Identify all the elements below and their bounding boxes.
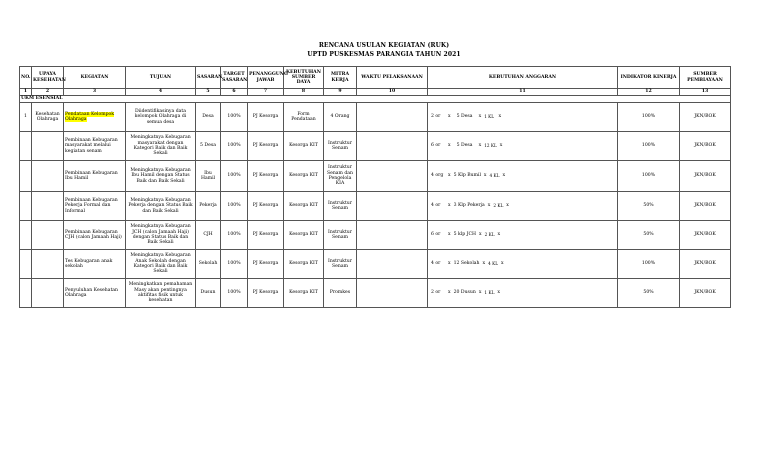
cell-mitra: Promkes: [324, 279, 357, 308]
budget-volume: 5 klp JCH: [453, 232, 476, 238]
budget-x: x: [498, 114, 502, 120]
cell-sumber-daya: Kesorga KIT: [284, 279, 324, 308]
cell-sumber-daya: Kesorga KIT: [284, 192, 324, 221]
budget-x: x: [483, 173, 487, 179]
cell-target: 100%: [221, 279, 248, 308]
budget-item: 6 or: [431, 143, 441, 149]
cell-sasaran: Desa: [196, 103, 221, 132]
col-number: 11: [428, 89, 618, 96]
cell-tujuan: Meningkatkan pemahaman Masy akan pentingnya aktifitas fisik untuk kesehatan: [126, 279, 196, 308]
header-upaya: UPAYA KESEHATAN: [32, 67, 64, 89]
cell-mitra: Instruktur Senam: [324, 250, 357, 279]
header-pembiayaan: SUMBER PEMBIAYAAN: [680, 67, 731, 89]
cell-pj: PJ Kesorga: [248, 250, 284, 279]
budget-item: 2 or: [431, 290, 441, 296]
budget-x: x: [448, 114, 451, 120]
budget-x: x: [501, 261, 504, 267]
cell-no: 1: [20, 103, 32, 132]
budget-x: x: [478, 290, 482, 296]
budget-x: x: [487, 203, 491, 209]
cell-target: 100%: [221, 192, 248, 221]
kegiatan-text: Pembinaan Kebugaran Ibu Hamil: [65, 170, 118, 181]
table-row: [20, 132, 731, 161]
cell-upaya: [32, 132, 64, 161]
kegiatan-text: Pembinaan Kebugaran masyarakat melalui kegiatan senam: [65, 138, 118, 154]
budget-unit: [484, 115, 495, 119]
cell-pembiayaan: JKN/BOK: [680, 279, 731, 308]
header-no: NO.: [20, 67, 32, 89]
cell-anggaran: [428, 279, 618, 308]
budget-volume: 5 Klp Bumil: [453, 173, 481, 179]
cell-sumber-daya: Kesorga KIT: [284, 221, 324, 250]
budget-unit-bottom: KL: [492, 261, 499, 267]
cell-sumber-daya: Form Pendataan: [284, 103, 324, 132]
cell-pembiayaan: JKN/BOK: [680, 161, 731, 192]
cell-mitra: Instruktur Senam: [324, 132, 357, 161]
cell-sasaran: Ibu Hamil: [196, 161, 221, 192]
budget-unit-bottom: KL: [493, 173, 500, 179]
header-sasaran: SASARAN: [196, 67, 221, 89]
cell-sumber-daya: Kesorga KIT: [284, 250, 324, 279]
cell-pembiayaan: JKN/BOK: [680, 250, 731, 279]
budget-unit-top: 4: [488, 261, 491, 267]
cell-sasaran: CJH: [196, 221, 221, 250]
cell-tujuan: Meningkatnya Kebugaran Pekerja dengan Status Baik dan Baik Sekali: [126, 192, 196, 221]
ruk-table: [19, 66, 731, 308]
cell-kegiatan: [64, 103, 126, 132]
cell-anggaran: [428, 192, 618, 221]
cell-kegiatan: [64, 192, 126, 221]
cell-waktu: [357, 221, 428, 250]
col-number: 7: [248, 89, 284, 96]
header-row: [20, 67, 731, 89]
col-number: 4: [126, 89, 196, 96]
section-label: UKM ESENSIAL: [20, 96, 731, 103]
cell-tujuan: Meningkatnya Kebugaran Ibu Hamil dengan Status Baik dan Baik Sekali: [126, 161, 196, 192]
budget-volume: 5 Desa: [456, 143, 473, 149]
budget-item: 6 or: [431, 232, 441, 238]
cell-anggaran: [428, 250, 618, 279]
budget-x: x: [478, 114, 482, 120]
cell-pembiayaan: JKN/BOK: [680, 221, 731, 250]
cell-upaya: Kesehatan Olahraga: [32, 103, 64, 132]
cell-target: 100%: [221, 103, 248, 132]
cell-anggaran: [428, 221, 618, 250]
cell-indikator: 50%: [618, 279, 680, 308]
cell-kegiatan: [64, 161, 126, 192]
cell-kegiatan: [64, 279, 126, 308]
budget-formula: [429, 290, 616, 295]
cell-indikator: 50%: [618, 221, 680, 250]
cell-mitra: Instruktur Senam: [324, 192, 357, 221]
cell-mitra: Instruktur Senam dan Pengelola KIA: [324, 161, 357, 192]
cell-sasaran: Dusun: [196, 279, 221, 308]
budget-x: x: [448, 232, 451, 238]
cell-sasaran: Pekerja: [196, 192, 221, 221]
col-number: 13: [680, 89, 731, 96]
budget-x: x: [448, 290, 451, 296]
budget-unit-top: 1: [484, 290, 488, 296]
budget-item: 4 or: [431, 203, 441, 209]
col-number: 8: [284, 89, 324, 96]
cell-upaya: [32, 221, 64, 250]
table-row: [20, 221, 731, 250]
header-kegiatan: KEGIATAN: [64, 67, 126, 89]
cell-pembiayaan: JKN/BOK: [680, 192, 731, 221]
cell-waktu: [357, 279, 428, 308]
header-mitra: MITRA KERJA: [324, 67, 357, 89]
budget-unit-top: 2: [493, 203, 497, 209]
budget-x: x: [497, 232, 501, 238]
cell-waktu: [357, 161, 428, 192]
header-indikator: INDIKATOR KINERJA: [618, 67, 680, 89]
cell-no: [20, 279, 32, 308]
cell-pembiayaan: JKN/BOK: [680, 103, 731, 132]
cell-waktu: [357, 192, 428, 221]
budget-unit: [493, 204, 503, 208]
header-sumber-daya: KEBUTUHAN SUMBER DAYA: [284, 67, 324, 89]
kegiatan-text: Pembinaan Kebugaran Pekerja Formal dan Informal: [65, 198, 118, 214]
cell-target: 100%: [221, 161, 248, 192]
cell-target: 100%: [221, 132, 248, 161]
budget-unit-bottom: KL: [497, 203, 504, 209]
budget-unit: [490, 174, 500, 178]
cell-no: [20, 250, 32, 279]
kegiatan-text: Pendataan Kelompok Olahraga: [65, 111, 115, 122]
cell-no: [20, 161, 32, 192]
table-row: [20, 250, 731, 279]
budget-formula: [429, 261, 616, 266]
budget-item: 4 org: [431, 173, 444, 179]
budget-unit-top: 2: [484, 232, 488, 238]
budget-x: x: [482, 261, 486, 267]
cell-anggaran: [428, 103, 618, 132]
cell-tujuan: Meningkatnya Kebugaran Anak Sekolah dengan Kategori Baik dan Baik Sekali: [126, 250, 196, 279]
budget-volume: 5 Desa: [456, 114, 473, 120]
cell-no: [20, 132, 32, 161]
cell-kegiatan: [64, 221, 126, 250]
col-number: 5: [196, 89, 221, 96]
cell-waktu: [357, 250, 428, 279]
header-tujuan: TUJUAN: [126, 67, 196, 89]
table-row: [20, 161, 731, 192]
cell-tujuan: Meningkatnya Kebugaran JCH (calon Jamaah Haji) dengan Status Baik dan Baik Sekali: [126, 221, 196, 250]
kegiatan-text: Tes Kebugaran anak sekolah: [65, 258, 113, 269]
budget-x: x: [502, 173, 506, 179]
cell-sasaran: Sekolah: [196, 250, 221, 279]
budget-x: x: [506, 203, 509, 209]
cell-pembiayaan: JKN/BOK: [680, 132, 731, 161]
cell-waktu: [357, 132, 428, 161]
col-number: 12: [618, 89, 680, 96]
header-target: TARGET SASARAN: [221, 67, 248, 89]
budget-x: x: [448, 261, 451, 267]
cell-pj: PJ Kesorga: [248, 221, 284, 250]
section-row: [20, 96, 731, 103]
cell-pj: PJ Kesorga: [248, 192, 284, 221]
budget-formula: [429, 173, 616, 178]
budget-x: x: [479, 232, 482, 238]
cell-kegiatan: [64, 250, 126, 279]
cell-indikator: 100%: [618, 132, 680, 161]
header-waktu: WAKTU PELAKSANAAN: [357, 67, 428, 89]
budget-unit: [485, 233, 495, 237]
budget-x: x: [448, 143, 451, 149]
budget-item: 2 or: [431, 114, 441, 120]
budget-x: x: [497, 290, 500, 296]
cell-sasaran: 5 Desa: [196, 132, 221, 161]
cell-sumber-daya: Kesorga KIT: [284, 132, 324, 161]
column-number-row: [20, 89, 731, 96]
cell-target: 100%: [221, 250, 248, 279]
budget-unit: [484, 144, 497, 148]
budget-x: x: [448, 173, 451, 179]
budget-unit-bottom: KL: [490, 143, 497, 149]
budget-unit-bottom: KL: [488, 232, 495, 238]
cell-mitra: 4 Orang: [324, 103, 357, 132]
header-anggaran: KEBUTUHAN ANGGARAN: [428, 67, 618, 89]
cell-pj: PJ Kesorga: [248, 132, 284, 161]
cell-sumber-daya: Kesorga KIT: [284, 161, 324, 192]
cell-anggaran: [428, 161, 618, 192]
cell-upaya: [32, 161, 64, 192]
cell-waktu: [357, 103, 428, 132]
cell-no: [20, 192, 32, 221]
col-number: 3: [64, 89, 126, 96]
cell-upaya: [32, 279, 64, 308]
budget-unit-top: 4: [489, 173, 493, 179]
budget-volume: 20 Dusun: [453, 290, 476, 296]
cell-upaya: [32, 250, 64, 279]
budget-x: x: [478, 143, 482, 149]
header-pj: PENANGGUNG JAWAB: [248, 67, 284, 89]
col-number: 1: [20, 89, 32, 96]
col-number: 10: [357, 89, 428, 96]
kegiatan-text: Penyuluhan Kesehatan Olahraga: [65, 287, 119, 298]
budget-unit-top: 1 KL: [484, 114, 495, 120]
kegiatan-text: Pembinaan Kebugaran CJH (calon Jamaah Haji): [65, 229, 122, 240]
budget-unit-bottom: KL: [488, 290, 495, 296]
cell-indikator: 50%: [618, 192, 680, 221]
cell-kegiatan: [64, 132, 126, 161]
budget-x: x: [499, 143, 503, 149]
budget-volume: 12 Sekolah: [453, 261, 480, 267]
cell-indikator: 100%: [618, 103, 680, 132]
col-number: 6: [221, 89, 248, 96]
budget-unit: [488, 262, 498, 266]
budget-formula: [429, 143, 616, 148]
cell-anggaran: [428, 132, 618, 161]
budget-unit: [484, 291, 494, 295]
budget-formula: [429, 232, 616, 237]
cell-target: 100%: [221, 221, 248, 250]
cell-indikator: 100%: [618, 161, 680, 192]
cell-mitra: Instruktur Senam: [324, 221, 357, 250]
cell-pj: PJ Kesorga: [248, 161, 284, 192]
cell-tujuan: Diidentifikasinya data kelompok Olahraga di semua desa: [126, 103, 196, 132]
cell-indikator: 100%: [618, 250, 680, 279]
table-row: [20, 279, 731, 308]
document-subtitle: UPTD PUSKESMAS PARANGIA TAHUN 2021: [307, 51, 461, 58]
cell-upaya: [32, 192, 64, 221]
budget-volume: 3 Klp Pekerja: [453, 203, 485, 209]
cell-pj: PJ Kesorga: [248, 279, 284, 308]
budget-x: x: [448, 203, 451, 209]
budget-item: 4 or: [431, 261, 441, 267]
cell-no: [20, 221, 32, 250]
document-title: RENCANA USULAN KEGIATAN (RUK): [318, 42, 450, 49]
table-row: [20, 103, 731, 132]
col-number: 2: [32, 89, 64, 96]
budget-formula: [429, 203, 616, 208]
col-number: 9: [324, 89, 357, 96]
cell-pj: PJ Kesorga: [248, 103, 284, 132]
table-row: [20, 192, 731, 221]
budget-unit-top: 12: [484, 143, 490, 149]
budget-formula: [429, 114, 616, 119]
cell-tujuan: Meningkatnya Kebugaran masyarakat dengan Kategori Baik dan Baik Sekali: [126, 132, 196, 161]
